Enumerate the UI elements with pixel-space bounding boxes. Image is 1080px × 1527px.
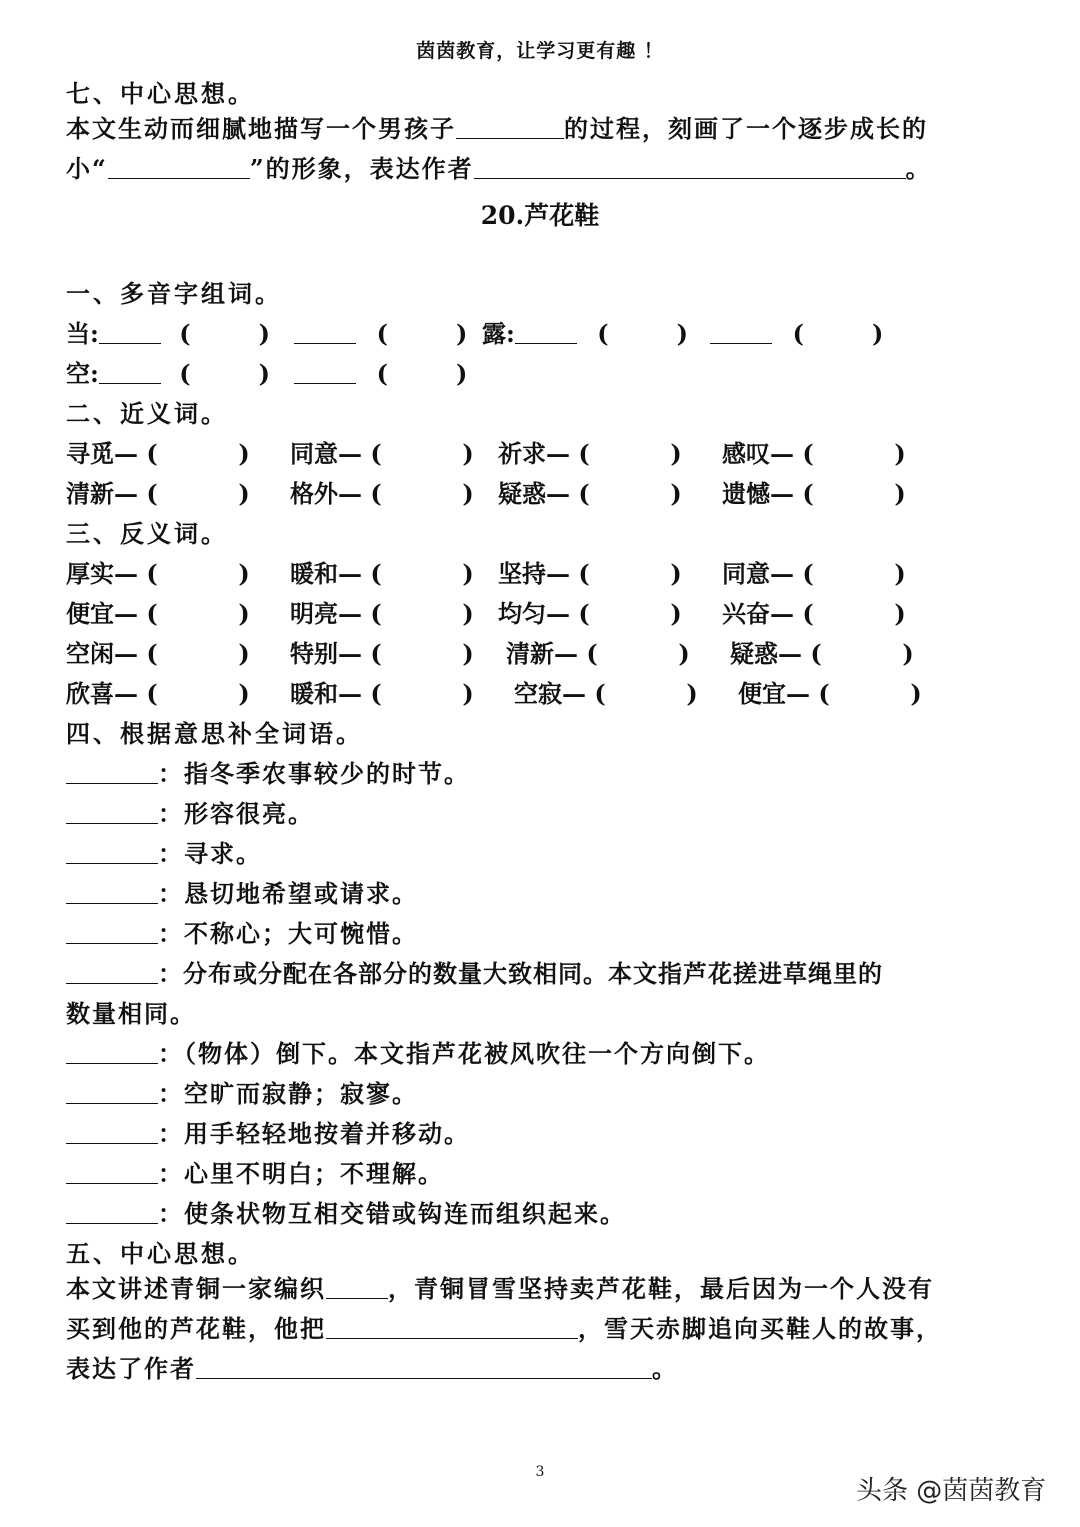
definition-item: ：分布或分配在各部分的数量大致相同。本文指芦花搓进草绳里的: [66, 954, 883, 989]
sec5-text: 表达了作者: [66, 1354, 196, 1383]
synonym-item: 寻觅— ( ): [66, 439, 250, 468]
synonym-item: 清新— ( ): [66, 479, 250, 508]
antonym-item: 坚持— ( ): [498, 559, 682, 588]
definition-item: ：空旷而寂静；寂寥。: [66, 1074, 418, 1109]
definition-item: ：寻求。: [66, 834, 262, 869]
answer-blank[interactable]: [66, 959, 158, 984]
sec5-text: 。: [652, 1354, 678, 1383]
sec5-text: ，雪天赤脚追向买鞋人的故事，: [578, 1314, 942, 1343]
sec7-text: 。: [905, 154, 932, 183]
sec5-text: 买到他的芦花鞋，他把: [66, 1314, 326, 1343]
paren-open: (: [179, 319, 191, 348]
answer-blank[interactable]: [456, 114, 564, 139]
synonym-item: 格外— ( ): [290, 479, 474, 508]
page-number: 3: [535, 1464, 545, 1480]
paren-close: ): [456, 359, 468, 388]
answer-blank[interactable]: [710, 319, 772, 344]
answer-blank[interactable]: [326, 1274, 388, 1299]
definition-item: ：使条状物互相交错或钩连而组织起来。: [66, 1194, 626, 1229]
synonym-item: 感叹— ( ): [722, 439, 906, 468]
answer-blank[interactable]: [108, 154, 250, 179]
polyphone-kong: [66, 354, 467, 389]
synonym-item: 祈求— ( ): [498, 439, 682, 468]
answer-blank[interactable]: [515, 319, 577, 344]
definition-item: ：恳切地希望或请求。: [66, 874, 418, 909]
section-5-line-3: [66, 1354, 678, 1384]
answer-blank[interactable]: [66, 1079, 158, 1104]
antonym-item: 暖和— ( ): [290, 559, 474, 588]
polyphone-char: 露:: [482, 319, 515, 348]
definition-item: ：（物体）倒下。本文指芦花被风吹往一个方向倒下。: [66, 1034, 770, 1069]
polyphone-dang: [66, 314, 467, 349]
sec5-text: ，青铜冒雪坚持卖芦花鞋，最后因为一个人没有: [388, 1274, 934, 1303]
section-3-heading: 三、反义词。: [66, 519, 228, 548]
antonym-item: 兴奋— ( ): [722, 599, 906, 628]
answer-blank[interactable]: [66, 1119, 158, 1144]
antonym-item: 清新— ( ): [506, 639, 690, 668]
polyphone-char: 空:: [66, 359, 99, 388]
definition-item: ：不称心；大可惋惜。: [66, 914, 418, 949]
polyphone-char: 当:: [66, 319, 99, 348]
antonym-item: 特别— ( ): [290, 639, 474, 668]
lesson-title: 20.芦花鞋: [480, 201, 600, 230]
antonym-item: 空闲— ( ): [66, 639, 250, 668]
section-7-heading: 七、中心思想。: [66, 79, 255, 108]
synonym-item: 遗憾— ( ): [722, 479, 906, 508]
watermark: 头条 @茵茵教育: [856, 1476, 1047, 1506]
antonym-item: 欣喜— ( ): [66, 679, 250, 708]
section-1-heading: 一、多音字组词。: [66, 279, 282, 308]
definition-item: ：心里不明白；不理解。: [66, 1154, 444, 1189]
definition-continuation: 数量相同。: [66, 999, 196, 1028]
definition-item: ：指冬季农事较少的时节。: [66, 754, 470, 789]
antonym-item: 明亮— ( ): [290, 599, 474, 628]
section-5-line-1: [66, 1274, 934, 1304]
paren-open: (: [376, 359, 389, 388]
section-5-line-2: [66, 1314, 942, 1344]
antonym-item: 空寂— ( ): [514, 679, 698, 708]
paren-open: (: [376, 319, 389, 348]
paren-close: ): [456, 319, 468, 348]
section-7-line-2: [66, 154, 932, 184]
answer-blank[interactable]: [294, 319, 356, 344]
answer-blank[interactable]: [66, 1039, 158, 1064]
antonym-item: 疑惑— ( ): [730, 639, 914, 668]
antonym-item: 厚实— ( ): [66, 559, 250, 588]
paren-open: (: [792, 319, 805, 348]
sec7-text: ”的形象，表达作者: [249, 154, 474, 183]
polyphone-lu: [482, 314, 883, 349]
paren-close: ): [258, 319, 270, 348]
answer-blank[interactable]: [294, 359, 356, 384]
page-header: 茵茵教育，让学习更有趣 ！: [416, 40, 664, 62]
paren-open: (: [179, 359, 191, 388]
section-4-heading: 四、根据意思补全词语。: [66, 719, 363, 748]
answer-blank[interactable]: [66, 1159, 158, 1184]
answer-blank[interactable]: [196, 1354, 652, 1379]
sec5-text: 本文讲述青铜一家编织: [66, 1274, 326, 1303]
answer-blank[interactable]: [66, 919, 158, 944]
definition-item: ：形容很亮。: [66, 794, 314, 829]
answer-blank[interactable]: [66, 879, 158, 904]
definition-item: ：用手轻轻地按着并移动。: [66, 1114, 470, 1149]
paren-close: ): [258, 359, 270, 388]
answer-blank[interactable]: [66, 839, 158, 864]
paren-close: ): [872, 319, 884, 348]
sec7-text: 的过程，刻画了一个逐步成长的: [564, 114, 928, 143]
answer-blank[interactable]: [99, 359, 161, 384]
answer-blank[interactable]: [474, 154, 906, 179]
synonym-item: 同意— ( ): [290, 439, 474, 468]
antonym-item: 便宜— ( ): [738, 679, 922, 708]
answer-blank[interactable]: [99, 319, 161, 344]
answer-blank[interactable]: [326, 1314, 578, 1339]
antonym-item: 暖和— ( ): [290, 679, 474, 708]
paren-close: ): [676, 319, 688, 348]
antonym-item: 便宜— ( ): [66, 599, 250, 628]
paren-open: (: [597, 319, 609, 348]
section-7-line-1: [66, 114, 928, 144]
sec7-text: 本文生动而细腻地描写一个男孩子: [66, 114, 456, 143]
synonym-item: 疑惑— ( ): [498, 479, 682, 508]
antonym-item: 同意— ( ): [722, 559, 906, 588]
antonym-item: 均匀— ( ): [498, 599, 682, 628]
answer-blank[interactable]: [66, 759, 158, 784]
section-2-heading: 二、近义词。: [66, 399, 228, 428]
answer-blank[interactable]: [66, 799, 158, 824]
section-5-heading: 五、中心思想。: [66, 1239, 255, 1268]
sec7-text: 小“: [66, 154, 108, 183]
answer-blank[interactable]: [66, 1199, 158, 1224]
